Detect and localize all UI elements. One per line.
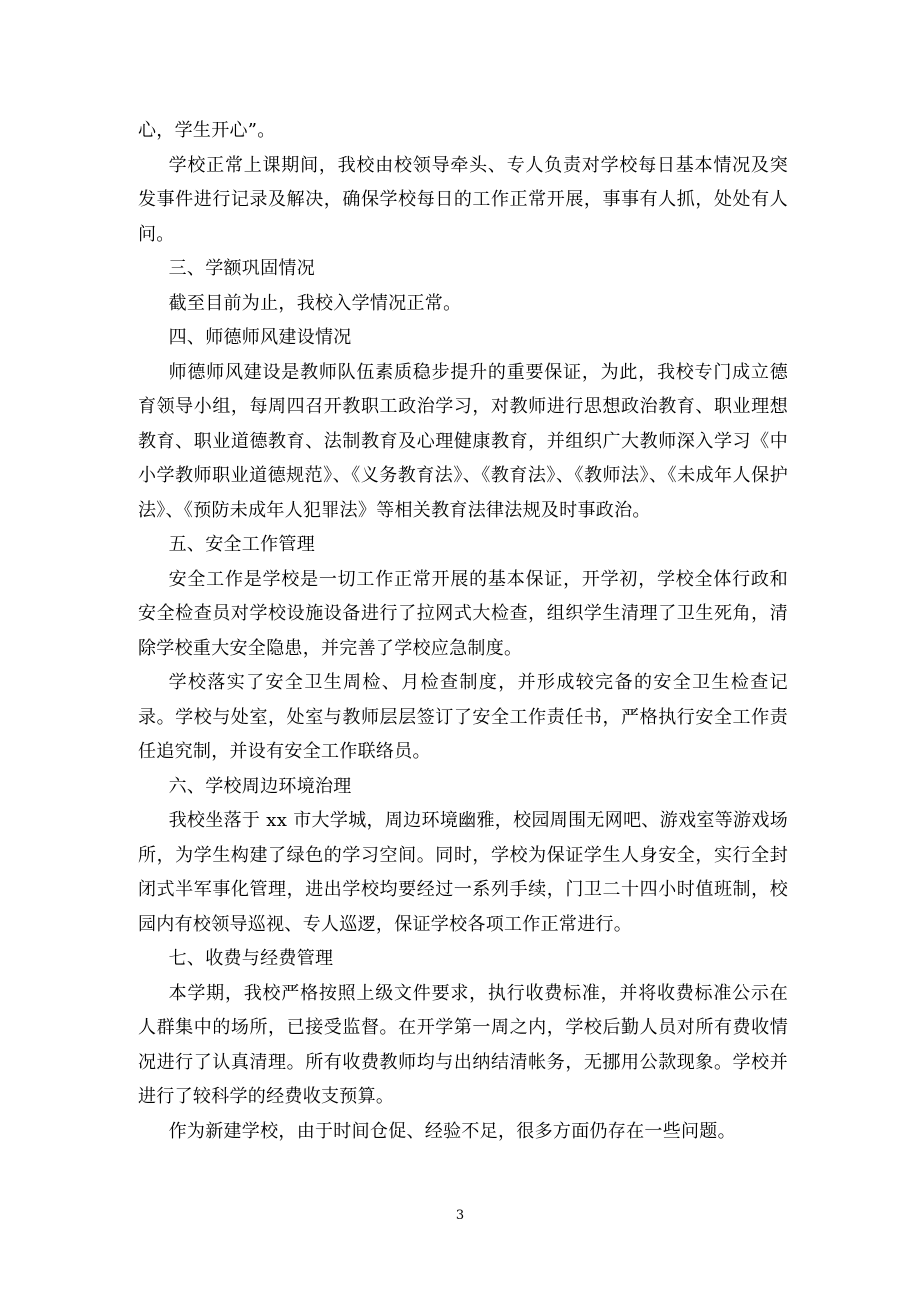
section-heading-environment: 六、学校周边环境治理: [168, 775, 352, 797]
document-body: [138, 114, 788, 1149]
paragraph-daily-management: 学校正常上课期间，我校由校领导牵头、专人负责对学校每日基本情况及突发事件进行记录及解决，确保学校每日的工作正常开展，事事有人抓，处处有人问。: [138, 154, 788, 245]
page-number: 3: [455, 1208, 465, 1223]
paragraph-safety-responsibility: 学校落实了安全卫生周检、月检查制度，并形成较完备的安全卫生检查记录。学校与处室，处室与教师层层签订了安全工作责任书，严格执行安全工作责任追究制，并设有安全工作联络员。: [138, 672, 788, 762]
section-heading-enrollment: 三、学额巩固情况: [168, 258, 315, 279]
section-heading-teacher-ethics: 四、师德师风建设情况: [168, 327, 352, 348]
paragraph-teacher-ethics: 师德师风建设是教师队伍素质稳步提升的重要保证，为此，我校专门成立德育领导小组，每周四召开教职工政治学习，对教师进行思想政治教育、职业理想教育、职业道德教育、法制教育及心理健康教育，并组织广大教师深入学习《中小学教师职业道德规范》、《义务教育法》、《教育法》、《教师法》、《未成年人保护法》、《预防未成年人犯罪法》等相关教育法律法规及时事政治。: [138, 361, 788, 521]
paragraph-safety-inspection: 安全工作是学校是一切工作正常开展的基本保证，开学初，学校全体行政和安全检查员对学校设施设备进行了拉网式大检查，组织学生清理了卫生死角，清除学校重大安全隐患，并完善了学校应急制度。: [138, 568, 788, 659]
paragraph-enrollment: 截至目前为止，我校入学情况正常。: [168, 292, 462, 314]
paragraph-environment: 我校坐落于 xx 市大学城，周边环境幽雅，校园周围无网吧、游戏室等游戏场所，为学生构建了绿色的学习空间。同时，学校为保证学生人身安全，实行全封闭式半军事化管理，进出学校均要经过一系列手续，门卫二十四小时值班制，校园内有校领导巡视、专人巡逻，保证学校各项工作正常进行。: [138, 810, 788, 935]
paragraph-continued: 心，学生开心”。: [138, 120, 276, 141]
section-heading-fees: 七、收费与经费管理: [168, 948, 334, 969]
paragraph-fees: 本学期，我校严格按照上级文件要求，执行收费标准，并将收费标准公示在人群集中的场所，已接受监督。在开学第一周之内，学校后勤人员对所有费收情况进行了认真清理。所有收费教师均与出纳结清帐务，无挪用公款现象。学校并进行了较科学的经费收支预算。: [138, 982, 788, 1107]
paragraph-problems: 作为新建学校，由于时间仓促、经验不足，很多方面仍存在一些问题。: [168, 1120, 736, 1142]
section-heading-safety: 五、安全工作管理: [168, 534, 315, 555]
